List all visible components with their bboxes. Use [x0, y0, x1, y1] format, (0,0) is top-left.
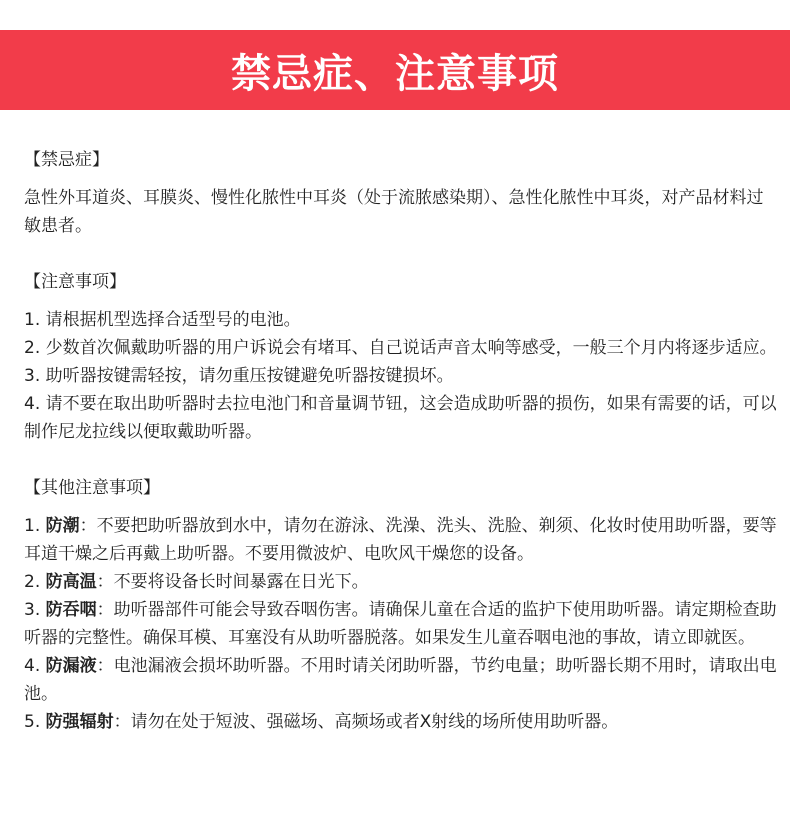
- other-precaution-item: [24, 596, 778, 652]
- item-separator: ：: [79, 516, 97, 536]
- item-label: 防潮: [45, 516, 80, 536]
- item-text: 电池漏液会损坏助听器。不用时请关闭助听器，节约电量；助听器长期不用时，请取出电池。: [24, 656, 777, 704]
- contraindications-section: [24, 146, 778, 240]
- item-label: 防高温: [45, 572, 97, 592]
- precautions-section: [24, 268, 778, 446]
- other-precaution-item: [24, 512, 778, 568]
- other-precaution-item: [24, 568, 778, 596]
- item-text: 请勿在处于短波、强磁场、高频场或者X射线的场所使用助听器。: [130, 712, 619, 732]
- precautions-heading: 【注意事项】: [24, 272, 126, 292]
- item-separator: ：: [96, 656, 114, 676]
- other-precautions-section: [24, 474, 778, 736]
- item-text: 不要把助听器放到水中，请勿在游泳、洗澡、洗头、洗脸、剃须、化妆时使用助听器，要等耳道干燥之后再戴上助听器。不要用微波炉、电吹风干燥您的设备。: [24, 516, 777, 564]
- precaution-item: 4. 请不要在取出助听器时去拉电池门和音量调节钮，这会造成助听器的损伤，如果有需要的话，可以制作尼龙拉线以便取戴助听器。: [24, 394, 777, 442]
- item-separator: ：: [96, 600, 114, 620]
- content: [24, 146, 778, 736]
- item-label: 防漏液: [45, 656, 97, 676]
- title-banner: [0, 30, 790, 110]
- item-label: 防强辐射: [45, 712, 114, 732]
- other-precautions-heading: 【其他注意事项】: [24, 478, 160, 498]
- item-separator: ：: [113, 712, 131, 732]
- other-precaution-item: [24, 708, 778, 736]
- item-text: 不要将设备长时间暴露在日光下。: [113, 572, 369, 592]
- contraindications-text: 急性外耳道炎、耳膜炎、慢性化脓性中耳炎（处于流脓感染期）、急性化脓性中耳炎，对产品材料过敏患者。: [24, 188, 764, 236]
- precaution-item: 2. 少数首次佩戴助听器的用户诉说会有堵耳、自己说话声音太响等感受，一般三个月内将逐步适应。: [24, 338, 777, 358]
- item-number: 1.: [24, 516, 46, 536]
- other-precaution-item: [24, 652, 778, 708]
- item-label: 防吞咽: [45, 600, 97, 620]
- page-title: 禁忌症、注意事项: [231, 50, 559, 97]
- precaution-item: 1. 请根据机型选择合适型号的电池。: [24, 310, 301, 330]
- item-separator: ：: [96, 572, 114, 592]
- item-number: 5.: [24, 712, 46, 732]
- contraindications-heading: 【禁忌症】: [24, 150, 109, 170]
- item-number: 2.: [24, 572, 46, 592]
- item-text: 助听器部件可能会导致吞咽伤害。请确保儿童在合适的监护下使用助听器。请定期检查助听器的完整性。确保耳模、耳塞没有从助听器脱落。如果发生儿童吞咽电池的事故，请立即就医。: [24, 600, 777, 648]
- precaution-item: 3. 助听器按键需轻按，请勿重压按键避免听器按键损坏。: [24, 366, 454, 386]
- item-number: 4.: [24, 656, 46, 676]
- item-number: 3.: [24, 600, 46, 620]
